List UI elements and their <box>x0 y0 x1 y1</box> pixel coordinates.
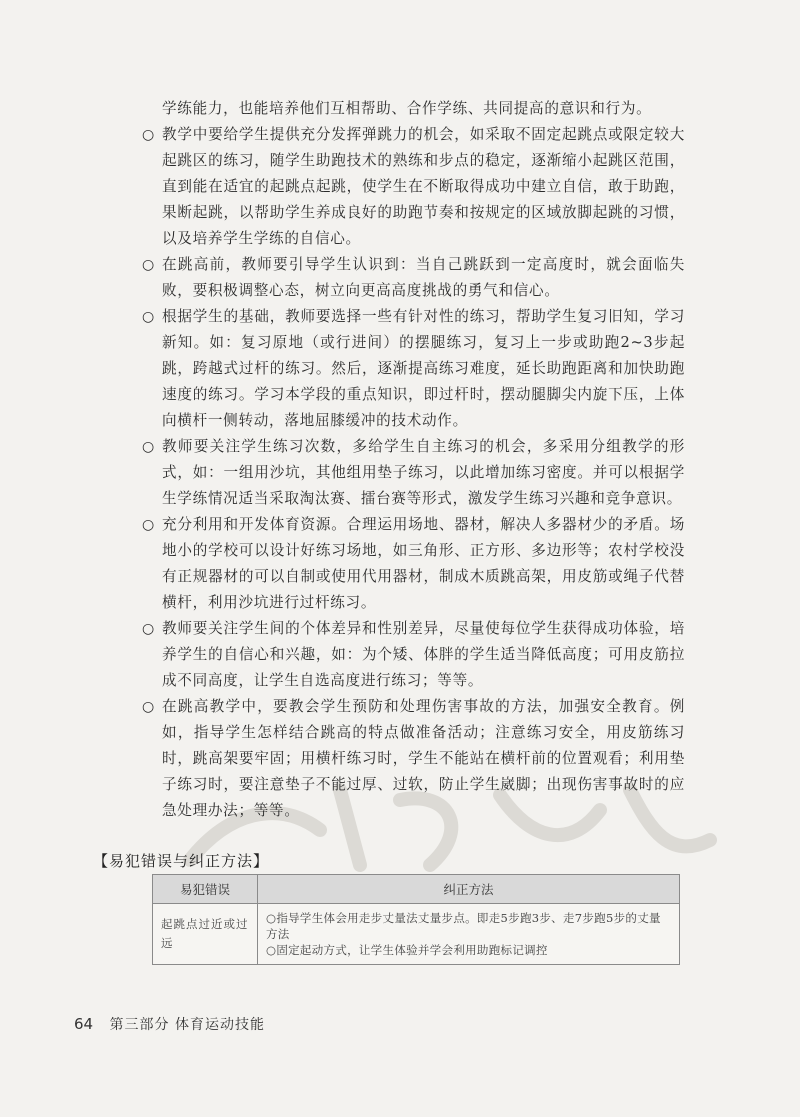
circle-bullet-icon: ○ <box>142 699 155 715</box>
circle-bullet-icon: ○ <box>142 127 155 143</box>
column-header-errors: 易犯错误 <box>153 875 258 904</box>
paragraph-text: 教学中要给学生提供充分发挥弹跳力的机会，如采取不固定起跳点或限定较大起跳区的练习，随学生助跑技术的熟练和步点的稳定，逐渐缩小起跳区范围，直到能在适宜的起跳点起跳，使学生在不断取得成功中建立自信，敢于助跑，果断起跳，以帮助学生养成良好的助跑节奏和按规定的区域放脚起跳的习惯，以及培养学生学练的自信心。 <box>162 126 685 247</box>
correction-item: ○指导学生体会用走步丈量法丈量步点。即走5步跑3步、走7步跑5步的丈量方法 <box>266 911 661 941</box>
column-header-corrections: 纠正方法 <box>258 875 680 904</box>
paragraph-text: 在跳高前，教师要引导学生认识到：当自己跳跃到一定高度时，就会面临失败，要积极调整心态，树立向更高高度挑战的勇气和信心。 <box>162 256 685 299</box>
bullet-paragraph <box>140 512 685 616</box>
paragraph-continuation <box>140 96 685 122</box>
correction-item: ○固定起动方式，让学生体验并学会利用助跑标记调控 <box>266 943 548 957</box>
table-header-row <box>153 875 680 904</box>
error-correction-table <box>152 874 680 965</box>
bullet-paragraph <box>140 304 685 434</box>
section-title: 【易犯错误与纠正方法】 <box>93 852 270 870</box>
paragraph-text: 根据学生的基础，教师要选择一些有针对性的练习，帮助学生复习旧知，学习新知。如：复习原地（或行进间）的摆腿练习，复习上一步或助跑2~3步起跳，跨越式过杆的练习。然后，逐渐提高练习难度，延长助跑距离和加快助跑速度的练习。学习本学段的重点知识，即过杆时，摆动腿脚尖内旋下压，上体向横杆一侧转动，落地屈膝缓冲的技术动作。 <box>162 308 685 429</box>
bullet-paragraph <box>140 616 685 694</box>
chapter-title: 第三部分 体育运动技能 <box>109 1017 265 1033</box>
bullet-paragraph <box>140 252 685 304</box>
body-text <box>140 96 685 824</box>
bullet-paragraph <box>140 434 685 512</box>
paragraph-text: 充分利用和开发体育资源。合理运用场地、器材，解决人多器材少的矛盾。场地小的学校可以设计好练习场地，如三角形、正方形、多边形等；农村学校没有正规器材的可以自制或使用代用器材，制成木质跳高架，用皮筋或绳子代替横杆，利用沙坑进行过杆练习。 <box>162 516 685 611</box>
circle-bullet-icon: ○ <box>142 309 155 325</box>
circle-bullet-icon: ○ <box>142 517 155 533</box>
circle-bullet-icon: ○ <box>142 257 155 273</box>
table-row <box>153 904 680 965</box>
bullet-paragraph <box>140 122 685 252</box>
error-cell: 起跳点过近或过远 <box>153 904 258 965</box>
bullet-paragraph <box>140 694 685 824</box>
circle-bullet-icon: ○ <box>142 621 155 637</box>
page-number: 64 <box>74 1015 94 1033</box>
paragraph-text: 学练能力，也能培养他们互相帮助、合作学练、共同提高的意识和行为。 <box>162 100 652 117</box>
correction-cell <box>258 904 680 965</box>
page-footer <box>74 1014 265 1034</box>
paragraph-text: 教师要关注学生练习次数，多给学生自主练习的机会，多采用分组教学的形式，如：一组用沙坑，其他组用垫子练习，以此增加练习密度。并可以根据学生学练情况适当采取淘汰赛、擂台赛等形式，激发学生练习兴趣和竞争意识。 <box>162 438 685 507</box>
paragraph-text: 在跳高教学中，要教会学生预防和处理伤害事故的方法，加强安全教育。例如，指导学生怎样结合跳高的特点做准备活动；注意练习安全，用皮筋练习时，跳高架要牢固；用横杆练习时，学生不能站在横杆前的位置观看；利用垫子练习时，要注意垫子不能过厚、过软，防止学生崴脚；出现伤害事故时的应急处理办法；等等。 <box>162 698 685 819</box>
circle-bullet-icon: ○ <box>142 439 155 455</box>
paragraph-text: 教师要关注学生间的个体差异和性别差异，尽量使每位学生获得成功体验，培养学生的自信心和兴趣，如：为个矮、体胖的学生适当降低高度；可用皮筋拉成不同高度，让学生自选高度进行练习；等等。 <box>162 620 685 689</box>
